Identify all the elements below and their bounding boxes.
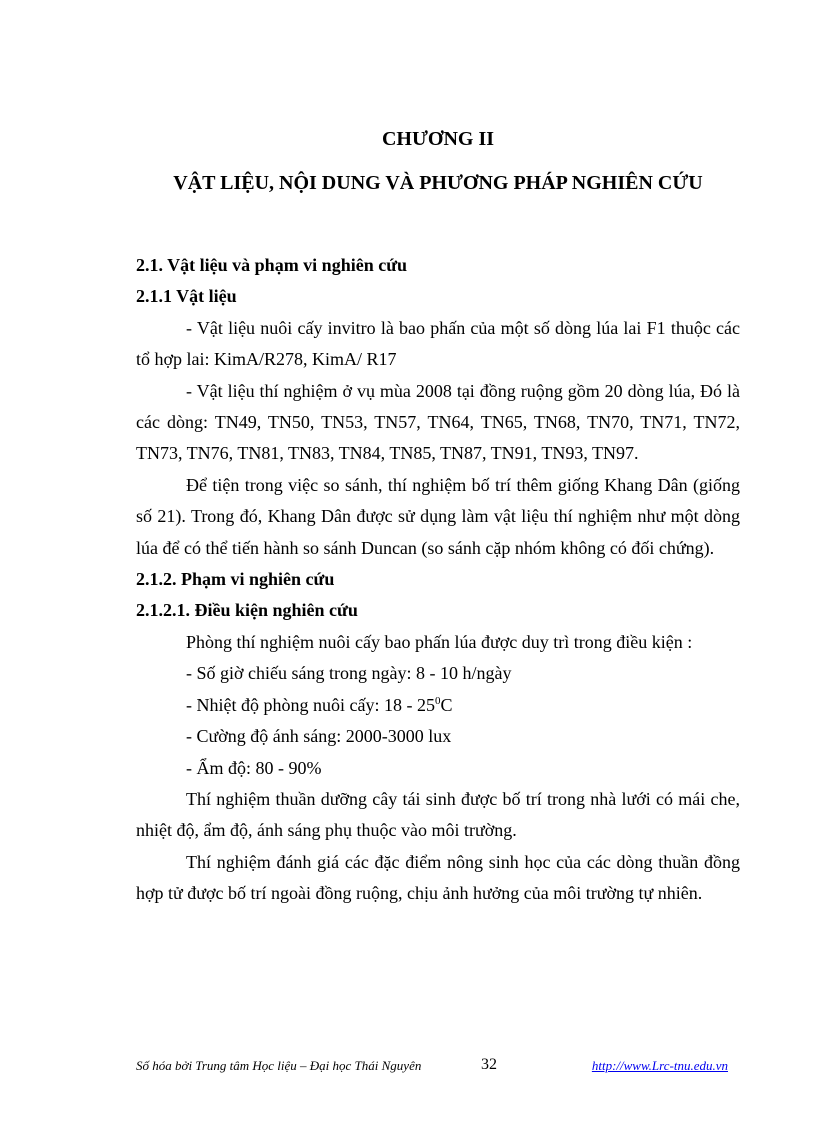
condition-temperature-text: - Nhiệt độ phòng nuôi cấy: 18 - 25 bbox=[186, 694, 435, 715]
paragraph-field-material: - Vật liệu thí nghiệm ở vụ mùa 2008 tại đồng ruộng gồm 20 dòng lúa, Đó là các dòng: TN49, TN50, TN53, TN57, TN64, TN65, TN68, TN70, TN71, TN72, TN73, TN76, TN81, TN83, TN84, TN85, TN87, TN91, TN93, TN97. bbox=[136, 380, 740, 464]
paragraph-lab-conditions-intro: Phòng thí nghiệm nuôi cấy bao phấn lúa được duy trì trong điều kiện : bbox=[186, 631, 693, 652]
page-number: 32 bbox=[481, 1056, 497, 1073]
section-heading-2-1-1: 2.1.1 Vật liệu bbox=[136, 286, 237, 307]
degree-superscript: 0 bbox=[434, 694, 441, 707]
paragraph-khang-dan: Để tiện trong việc so sánh, thí nghiệm bố trí thêm giống Khang Dân (giống số 21). Trong đó, Khang Dân được sử dụng làm vật liệu thí nghiệm như một dòng lúa để có thể tiến hành so sánh Duncan (so sánh cặp nhóm không có đối chứng). bbox=[136, 474, 740, 558]
section-heading-2-1: 2.1. Vật liệu và phạm vi nghiên cứu bbox=[136, 255, 408, 275]
chapter-title: VẬT LIỆU, NỘI DUNG VÀ PHƯƠNG PHÁP NGHIÊN CỨU bbox=[173, 172, 703, 194]
page-footer bbox=[136, 1058, 728, 1078]
condition-temperature bbox=[136, 690, 740, 721]
paragraph-greenhouse: Thí nghiệm thuần dưỡng cây tái sinh được bố trí trong nhà lưới có mái che, nhiệt độ, ẩm độ, ánh sáng phụ thuộc vào môi trường. bbox=[136, 788, 740, 841]
footer-credit: Số hóa bởi Trung tâm Học liệu – Đại học Thái Nguyên bbox=[136, 1058, 422, 1073]
paragraph-field-trial: Thí nghiệm đánh giá các đặc điểm nông sinh học của các dòng thuần đồng hợp tử được bố trí ngoài đồng ruộng, chịu ảnh hưởng của môi trường tự nhiên. bbox=[136, 851, 740, 904]
document-body bbox=[136, 250, 740, 910]
condition-light-intensity: - Cường độ ánh sáng: 2000-3000 lux bbox=[186, 726, 452, 747]
section-heading-2-1-2-1: 2.1.2.1. Điều kiện nghiên cứu bbox=[136, 600, 358, 621]
footer-url-link[interactable]: http://www.Lrc-tnu.edu.vn bbox=[591, 1058, 728, 1073]
paragraph-invitro-material: - Vật liệu nuôi cấy invitro là bao phấn của một số dòng lúa lai F1 thuộc các tổ hợp lai: KimA/R278, KimA/ R17 bbox=[136, 317, 740, 370]
condition-light-hours: - Số giờ chiếu sáng trong ngày: 8 - 10 h/ngày bbox=[186, 663, 512, 684]
condition-humidity: - Ẩm độ: 80 - 90% bbox=[186, 757, 322, 778]
chapter-number: CHƯƠNG II bbox=[381, 128, 495, 150]
temperature-unit: C bbox=[440, 694, 453, 715]
section-heading-2-1-2: 2.1.2. Phạm vi nghiên cứu bbox=[136, 569, 335, 590]
